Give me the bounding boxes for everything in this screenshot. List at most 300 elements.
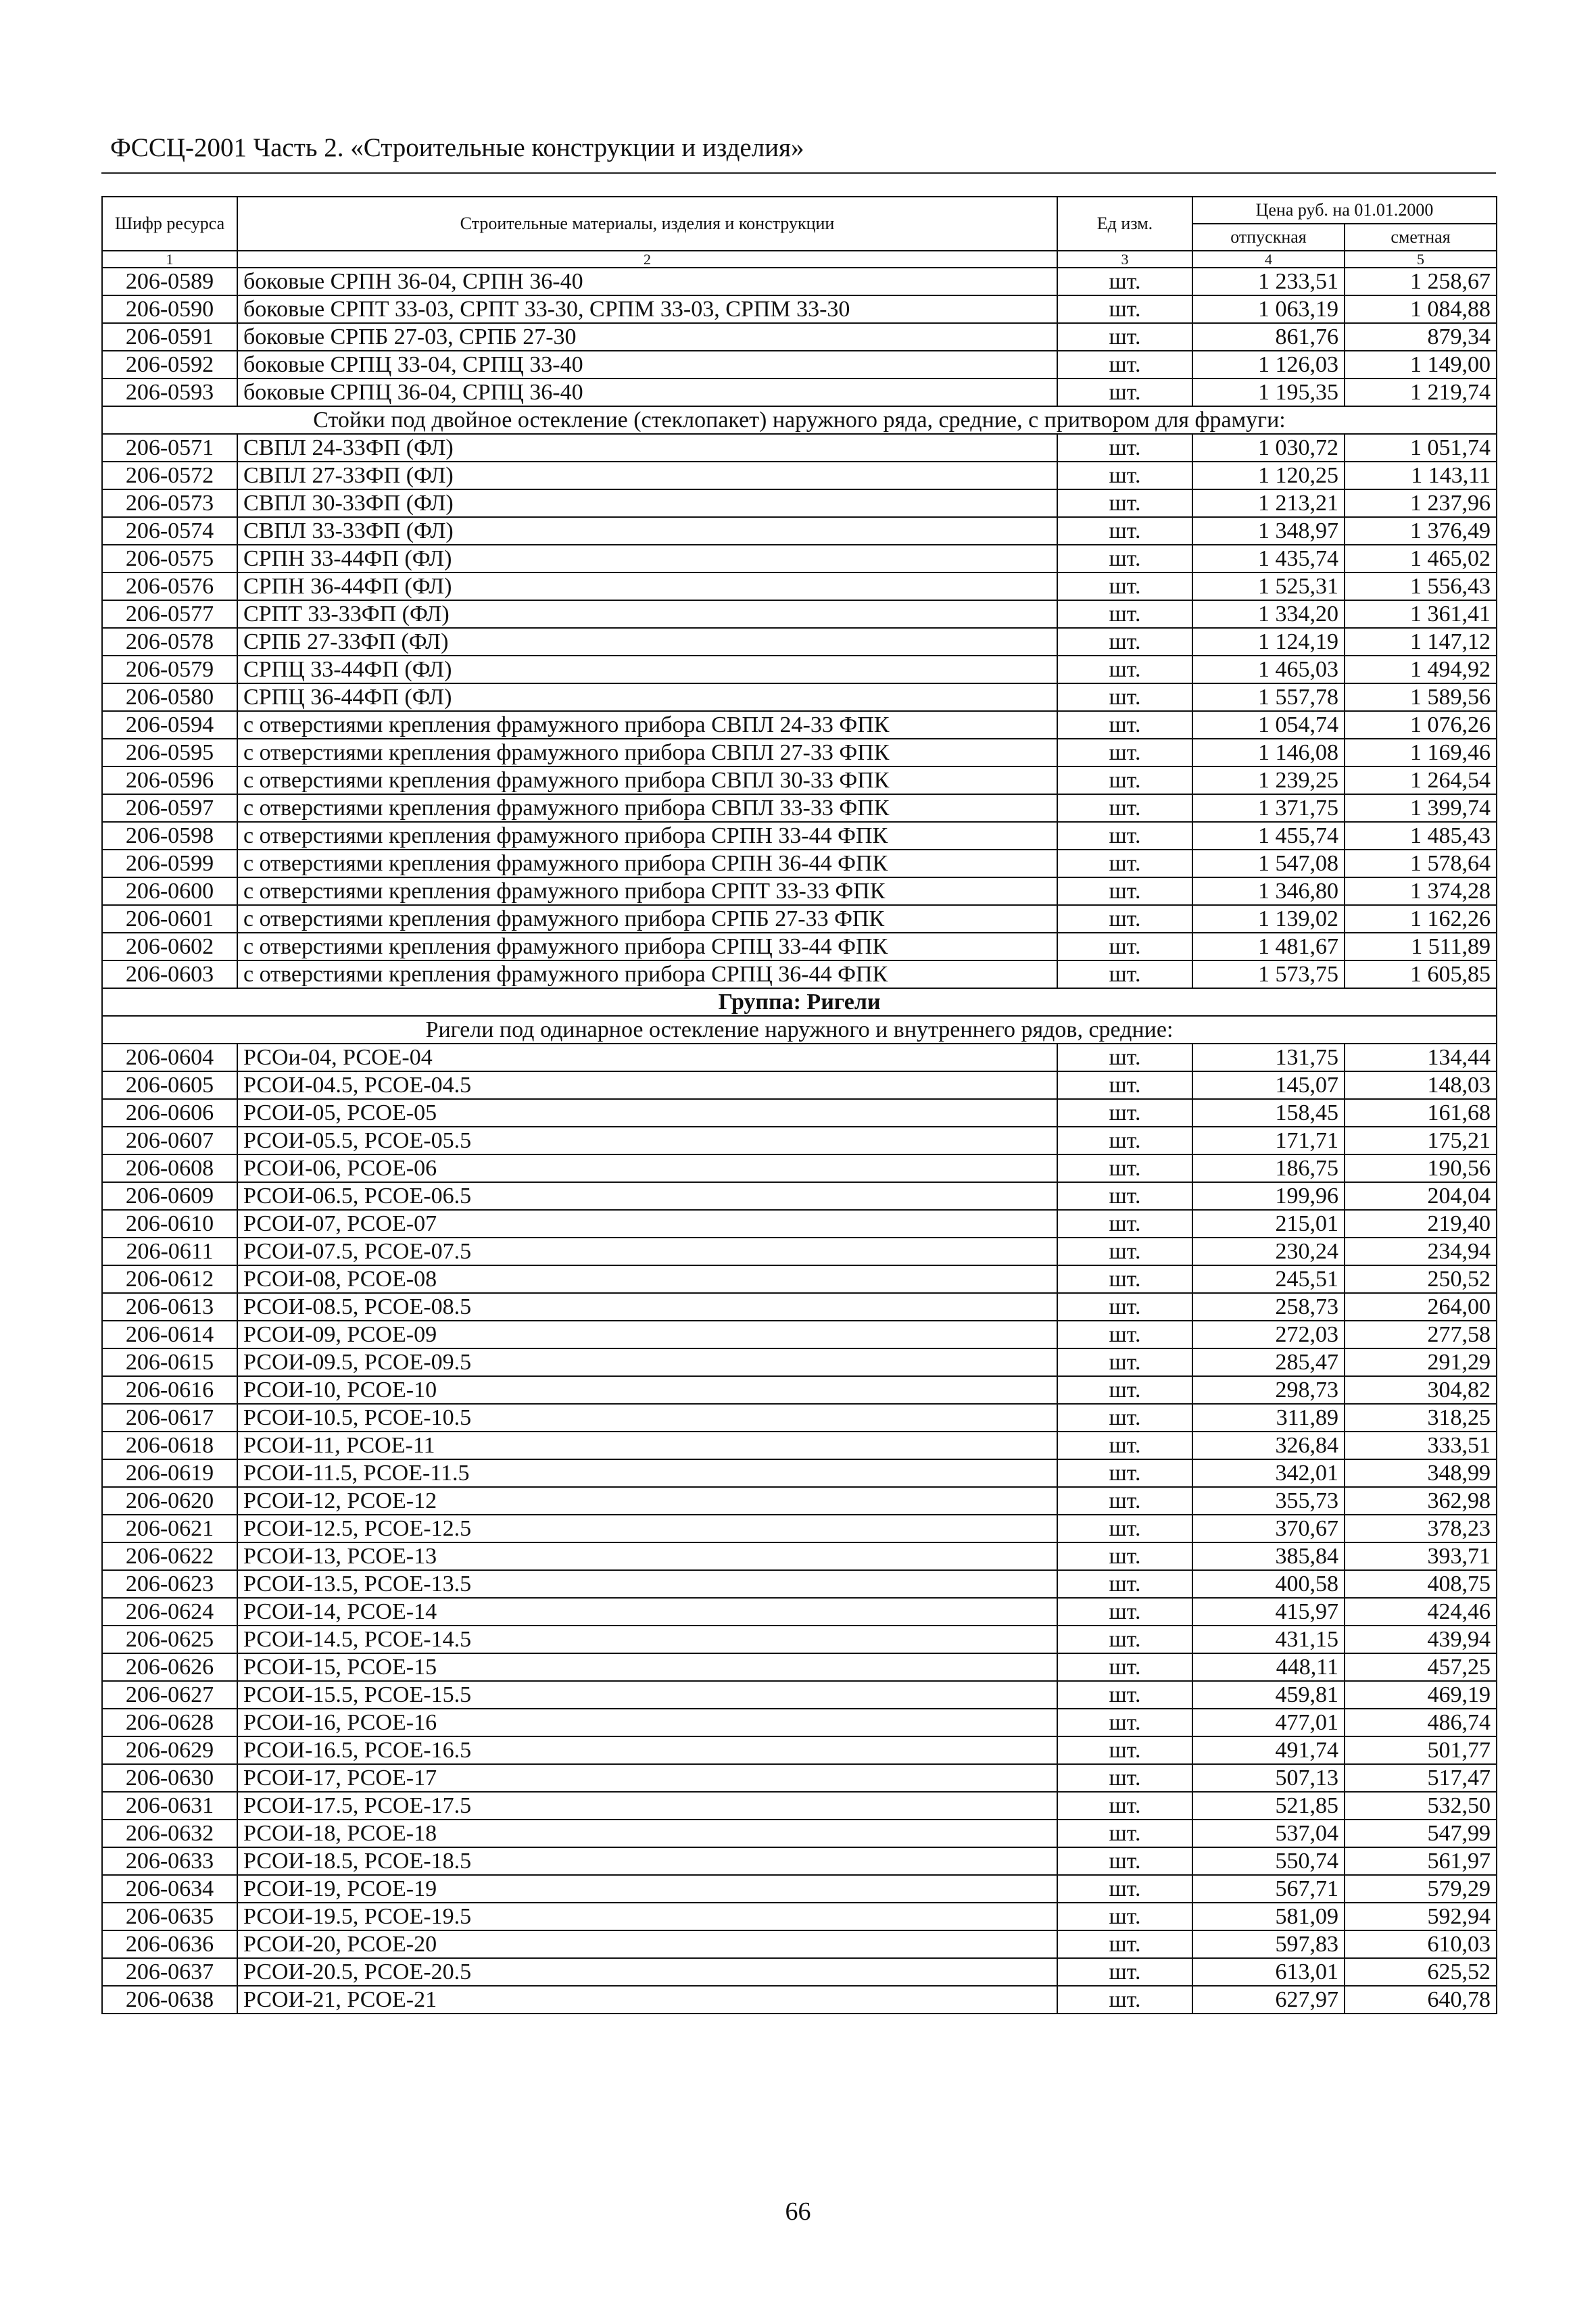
cell-unit: шт.: [1057, 1681, 1192, 1709]
cell-code: 206-0609: [102, 1182, 237, 1210]
cell-name: РСОИ-17, РСОЕ-17: [237, 1764, 1057, 1792]
column-header-wholesale: отпускная: [1192, 224, 1345, 251]
cell-name: РСОИ-06, РСОЕ-06: [237, 1154, 1057, 1182]
cell-price-wholesale: 1 030,72: [1192, 434, 1345, 462]
cell-name: с отверстиями крепления фрамужного прибора СРПБ 27-33 ФПК: [237, 905, 1057, 933]
cell-unit: шт.: [1057, 1099, 1192, 1127]
cell-unit: шт.: [1057, 850, 1192, 877]
cell-price-estimate: 1 084,88: [1345, 295, 1497, 323]
cell-price-wholesale: 1 213,21: [1192, 489, 1345, 517]
cell-name: РСОИ-20.5, РСОЕ-20.5: [237, 1958, 1057, 1986]
cell-price-estimate: 517,47: [1345, 1764, 1497, 1792]
cell-code: 206-0591: [102, 323, 237, 351]
cell-code: 206-0606: [102, 1099, 237, 1127]
cell-code: 206-0612: [102, 1265, 237, 1293]
cell-unit: шт.: [1057, 905, 1192, 933]
cell-code: 206-0637: [102, 1958, 237, 1986]
cell-unit: шт.: [1057, 1653, 1192, 1681]
cell-price-estimate: 1 511,89: [1345, 933, 1497, 960]
cell-unit: шт.: [1057, 1736, 1192, 1764]
cell-price-wholesale: 415,97: [1192, 1598, 1345, 1626]
cell-code: 206-0597: [102, 794, 237, 822]
cell-price-wholesale: 186,75: [1192, 1154, 1345, 1182]
cell-price-estimate: 333,51: [1345, 1432, 1497, 1459]
cell-name: РСОИ-14, РСОЕ-14: [237, 1598, 1057, 1626]
cell-price-estimate: 1 258,67: [1345, 268, 1497, 295]
cell-name: РСОИ-12, РСОЕ-12: [237, 1487, 1057, 1515]
cell-name: РСОИ-11, РСОЕ-11: [237, 1432, 1057, 1459]
table-row: [102, 434, 1497, 462]
cell-code: 206-0577: [102, 600, 237, 628]
cell-name: РСОИ-19.5, РСОЕ-19.5: [237, 1903, 1057, 1930]
table-row: [102, 1487, 1497, 1515]
cell-unit: шт.: [1057, 1432, 1192, 1459]
cell-code: 206-0632: [102, 1820, 237, 1847]
cell-unit: шт.: [1057, 268, 1192, 295]
table-row: [102, 1265, 1497, 1293]
cell-code: 206-0613: [102, 1293, 237, 1321]
cell-name: РСОИ-16.5, РСОЕ-16.5: [237, 1736, 1057, 1764]
cell-price-wholesale: 491,74: [1192, 1736, 1345, 1764]
cell-name: СВПЛ 24-33ФП (ФЛ): [237, 434, 1057, 462]
table-row: [102, 1681, 1497, 1709]
table-row: [102, 1598, 1497, 1626]
table-row: [102, 1958, 1497, 1986]
cell-price-estimate: 1 589,56: [1345, 683, 1497, 711]
table-row: [102, 517, 1497, 545]
cell-unit: шт.: [1057, 1127, 1192, 1154]
cell-unit: шт.: [1057, 379, 1192, 406]
cell-name: СРПЦ 36-44ФП (ФЛ): [237, 683, 1057, 711]
cell-name: боковые СРПТ 33-03, СРПТ 33-30, СРПМ 33-03, СРПМ 33-30: [237, 295, 1057, 323]
cell-price-estimate: 625,52: [1345, 1958, 1497, 1986]
cell-name: РСОИ-04.5, РСОЕ-04.5: [237, 1071, 1057, 1099]
cell-unit: шт.: [1057, 1238, 1192, 1265]
table-row: [102, 268, 1497, 295]
cell-name: СРПН 33-44ФП (ФЛ): [237, 545, 1057, 572]
cell-code: 206-0595: [102, 739, 237, 766]
column-header-estimate: сметная: [1345, 224, 1497, 251]
cell-price-estimate: 486,74: [1345, 1709, 1497, 1736]
cell-code: 206-0580: [102, 683, 237, 711]
cell-name: РСОИ-08.5, РСОЕ-08.5: [237, 1293, 1057, 1321]
cell-code: 206-0631: [102, 1792, 237, 1820]
cell-unit: шт.: [1057, 933, 1192, 960]
cell-price-estimate: 277,58: [1345, 1321, 1497, 1348]
cell-price-wholesale: 1 334,20: [1192, 600, 1345, 628]
subsection-heading: Ригели под одинарное остекление наружного и внутреннего рядов, средние:: [102, 1016, 1497, 1044]
cell-price-wholesale: 230,24: [1192, 1238, 1345, 1265]
cell-code: 206-0593: [102, 379, 237, 406]
table-row: [102, 850, 1497, 877]
table-row: [102, 1293, 1497, 1321]
cell-price-wholesale: 1 371,75: [1192, 794, 1345, 822]
cell-code: 206-0575: [102, 545, 237, 572]
cell-price-estimate: 1 169,46: [1345, 739, 1497, 766]
cell-name: РСОИ-08, РСОЕ-08: [237, 1265, 1057, 1293]
cell-price-wholesale: 258,73: [1192, 1293, 1345, 1321]
cell-unit: шт.: [1057, 683, 1192, 711]
cell-code: 206-0619: [102, 1459, 237, 1487]
cell-price-wholesale: 521,85: [1192, 1792, 1345, 1820]
table-row: [102, 462, 1497, 489]
cell-name: с отверстиями крепления фрамужного прибора СРПЦ 33-44 ФПК: [237, 933, 1057, 960]
cell-price-wholesale: 311,89: [1192, 1404, 1345, 1432]
cell-code: 206-0608: [102, 1154, 237, 1182]
cell-unit: шт.: [1057, 1515, 1192, 1542]
cell-price-estimate: 561,97: [1345, 1847, 1497, 1875]
cell-code: 206-0629: [102, 1736, 237, 1764]
cell-unit: шт.: [1057, 1820, 1192, 1847]
cell-price-wholesale: 1 054,74: [1192, 711, 1345, 739]
cell-name: СРПЦ 33-44ФП (ФЛ): [237, 656, 1057, 683]
cell-price-estimate: 378,23: [1345, 1515, 1497, 1542]
cell-unit: шт.: [1057, 656, 1192, 683]
cell-code: 206-0605: [102, 1071, 237, 1099]
cell-code: 206-0628: [102, 1709, 237, 1736]
cell-unit: шт.: [1057, 1542, 1192, 1570]
cell-name: РСОИ-16, РСОЕ-16: [237, 1709, 1057, 1736]
cell-code: 206-0579: [102, 656, 237, 683]
table-row: [102, 379, 1497, 406]
table-row: [102, 1570, 1497, 1598]
table-row: [102, 572, 1497, 600]
table-row: [102, 1238, 1497, 1265]
cell-unit: шт.: [1057, 517, 1192, 545]
cell-code: 206-0573: [102, 489, 237, 517]
column-header-price: Цена руб. на 01.01.2000: [1192, 197, 1497, 224]
cell-price-estimate: 1 485,43: [1345, 822, 1497, 850]
cell-code: 206-0610: [102, 1210, 237, 1238]
cell-name: РСОИ-14.5, РСОЕ-14.5: [237, 1626, 1057, 1653]
cell-price-wholesale: 370,67: [1192, 1515, 1345, 1542]
subsection-heading-row: [102, 406, 1497, 434]
cell-name: с отверстиями крепления фрамужного прибора СВПЛ 24-33 ФПК: [237, 711, 1057, 739]
cell-name: боковые СРПЦ 33-04, СРПЦ 33-40: [237, 351, 1057, 379]
cell-price-estimate: 1 374,28: [1345, 877, 1497, 905]
table-row: [102, 656, 1497, 683]
cell-name: РСОИ-09.5, РСОЕ-09.5: [237, 1348, 1057, 1376]
cell-code: 206-0574: [102, 517, 237, 545]
cell-price-wholesale: 431,15: [1192, 1626, 1345, 1653]
cell-code: 206-0615: [102, 1348, 237, 1376]
cell-price-estimate: 250,52: [1345, 1265, 1497, 1293]
table-row: [102, 1432, 1497, 1459]
table-row: [102, 1154, 1497, 1182]
cell-unit: шт.: [1057, 295, 1192, 323]
cell-unit: шт.: [1057, 1210, 1192, 1238]
cell-unit: шт.: [1057, 1626, 1192, 1653]
cell-code: 206-0630: [102, 1764, 237, 1792]
table-row: [102, 1736, 1497, 1764]
cell-unit: шт.: [1057, 462, 1192, 489]
cell-price-wholesale: 158,45: [1192, 1099, 1345, 1127]
cell-name: боковые СРПБ 27-03, СРПБ 27-30: [237, 323, 1057, 351]
cell-price-wholesale: 477,01: [1192, 1709, 1345, 1736]
cell-name: боковые СРПЦ 36-04, СРПЦ 36-40: [237, 379, 1057, 406]
document-header: ФССЦ-2001 Часть 2. «Строительные конструкции и изделия»: [110, 133, 804, 162]
cell-unit: шт.: [1057, 1182, 1192, 1210]
cell-price-estimate: 190,56: [1345, 1154, 1497, 1182]
column-header-name: Строительные материалы, изделия и конструкции: [237, 197, 1057, 251]
cell-price-estimate: 1 051,74: [1345, 434, 1497, 462]
table-row: [102, 905, 1497, 933]
cell-price-estimate: 264,00: [1345, 1293, 1497, 1321]
table-row: [102, 1847, 1497, 1875]
cell-price-estimate: 148,03: [1345, 1071, 1497, 1099]
cell-name: РСОИ-19, РСОЕ-19: [237, 1875, 1057, 1903]
cell-price-estimate: 204,04: [1345, 1182, 1497, 1210]
cell-code: 206-0571: [102, 434, 237, 462]
cell-unit: шт.: [1057, 1071, 1192, 1099]
cell-code: 206-0601: [102, 905, 237, 933]
cell-unit: шт.: [1057, 1847, 1192, 1875]
cell-price-wholesale: 171,71: [1192, 1127, 1345, 1154]
cell-price-wholesale: 597,83: [1192, 1930, 1345, 1958]
table-row: [102, 1903, 1497, 1930]
cell-unit: шт.: [1057, 434, 1192, 462]
table-row: [102, 877, 1497, 905]
table-row: [102, 1792, 1497, 1820]
cell-price-wholesale: 1 063,19: [1192, 295, 1345, 323]
cell-unit: шт.: [1057, 1875, 1192, 1903]
cell-price-wholesale: 199,96: [1192, 1182, 1345, 1210]
table-row: [102, 1459, 1497, 1487]
cell-code: 206-0592: [102, 351, 237, 379]
cell-price-estimate: 219,40: [1345, 1210, 1497, 1238]
cell-unit: шт.: [1057, 1487, 1192, 1515]
cell-unit: шт.: [1057, 545, 1192, 572]
table-row: [102, 323, 1497, 351]
cell-price-estimate: 579,29: [1345, 1875, 1497, 1903]
cell-code: 206-0602: [102, 933, 237, 960]
cell-name: с отверстиями крепления фрамужного прибора СВПЛ 33-33 ФПК: [237, 794, 1057, 822]
cell-price-wholesale: 326,84: [1192, 1432, 1345, 1459]
cell-price-wholesale: 215,01: [1192, 1210, 1345, 1238]
cell-unit: шт.: [1057, 822, 1192, 850]
cell-code: 206-0621: [102, 1515, 237, 1542]
cell-name: РСОИ-12.5, РСОЕ-12.5: [237, 1515, 1057, 1542]
table-row: [102, 1764, 1497, 1792]
cell-code: 206-0598: [102, 822, 237, 850]
cell-name: РСОи-04, РСОЕ-04: [237, 1044, 1057, 1071]
cell-price-estimate: 234,94: [1345, 1238, 1497, 1265]
table-row: [102, 1875, 1497, 1903]
cell-unit: шт.: [1057, 572, 1192, 600]
table-row: [102, 960, 1497, 988]
cell-price-estimate: 1 219,74: [1345, 379, 1497, 406]
table-row: [102, 1376, 1497, 1404]
cell-price-wholesale: 1 435,74: [1192, 545, 1345, 572]
cell-unit: шт.: [1057, 1376, 1192, 1404]
cell-code: 206-0596: [102, 766, 237, 794]
cell-unit: шт.: [1057, 711, 1192, 739]
cell-price-wholesale: 131,75: [1192, 1044, 1345, 1071]
cell-price-wholesale: 298,73: [1192, 1376, 1345, 1404]
table-row: [102, 1626, 1497, 1653]
cell-price-estimate: 547,99: [1345, 1820, 1497, 1847]
cell-price-wholesale: 272,03: [1192, 1321, 1345, 1348]
cell-price-estimate: 393,71: [1345, 1542, 1497, 1570]
cell-name: РСОИ-15, РСОЕ-15: [237, 1653, 1057, 1681]
cell-code: 206-0627: [102, 1681, 237, 1709]
cell-price-wholesale: 861,76: [1192, 323, 1345, 351]
table-row: [102, 1515, 1497, 1542]
cell-price-wholesale: 613,01: [1192, 1958, 1345, 1986]
cell-price-estimate: 640,78: [1345, 1986, 1497, 2014]
cell-price-estimate: 501,77: [1345, 1736, 1497, 1764]
cell-price-estimate: 175,21: [1345, 1127, 1497, 1154]
table-row: [102, 351, 1497, 379]
cell-price-estimate: 424,46: [1345, 1598, 1497, 1626]
cell-price-estimate: 439,94: [1345, 1626, 1497, 1653]
cell-price-estimate: 879,34: [1345, 323, 1497, 351]
cell-price-estimate: 1 149,00: [1345, 351, 1497, 379]
table-row: [102, 489, 1497, 517]
cell-price-estimate: 1 361,41: [1345, 600, 1497, 628]
cell-unit: шт.: [1057, 1154, 1192, 1182]
cell-name: РСОИ-18.5, РСОЕ-18.5: [237, 1847, 1057, 1875]
cell-name: РСОИ-07.5, РСОЕ-07.5: [237, 1238, 1057, 1265]
cell-price-estimate: 1 237,96: [1345, 489, 1497, 517]
cell-unit: шт.: [1057, 600, 1192, 628]
cell-code: 206-0599: [102, 850, 237, 877]
cell-code: 206-0626: [102, 1653, 237, 1681]
cell-name: РСОИ-10, РСОЕ-10: [237, 1376, 1057, 1404]
cell-price-estimate: 532,50: [1345, 1792, 1497, 1820]
cell-name: с отверстиями крепления фрамужного прибора СВПЛ 27-33 ФПК: [237, 739, 1057, 766]
cell-price-wholesale: 1 239,25: [1192, 766, 1345, 794]
column-header-unit: Ед изм.: [1057, 197, 1192, 251]
table-row: [102, 1044, 1497, 1071]
cell-unit: шт.: [1057, 1293, 1192, 1321]
cell-price-estimate: 1 376,49: [1345, 517, 1497, 545]
table-row: [102, 1986, 1497, 2014]
column-number: 4: [1192, 251, 1345, 268]
cell-name: РСОИ-05.5, РСОЕ-05.5: [237, 1127, 1057, 1154]
cell-unit: шт.: [1057, 766, 1192, 794]
cell-price-estimate: 1 264,54: [1345, 766, 1497, 794]
cell-unit: шт.: [1057, 1958, 1192, 1986]
cell-price-wholesale: 1 573,75: [1192, 960, 1345, 988]
table-row: [102, 1348, 1497, 1376]
cell-price-wholesale: 145,07: [1192, 1071, 1345, 1099]
column-number-row: [102, 251, 1497, 268]
cell-unit: шт.: [1057, 877, 1192, 905]
column-number: 5: [1345, 251, 1497, 268]
cell-price-wholesale: 1 139,02: [1192, 905, 1345, 933]
table-row: [102, 1321, 1497, 1348]
table-row: [102, 1820, 1497, 1847]
cell-price-estimate: 1 399,74: [1345, 794, 1497, 822]
cell-code: 206-0634: [102, 1875, 237, 1903]
cell-name: РСОИ-15.5, РСОЕ-15.5: [237, 1681, 1057, 1709]
cell-price-estimate: 291,29: [1345, 1348, 1497, 1376]
table-row: [102, 628, 1497, 656]
cell-unit: шт.: [1057, 1930, 1192, 1958]
cell-price-wholesale: 1 120,25: [1192, 462, 1345, 489]
cell-code: 206-0578: [102, 628, 237, 656]
cell-code: 206-0636: [102, 1930, 237, 1958]
cell-price-wholesale: 400,58: [1192, 1570, 1345, 1598]
table-row: [102, 683, 1497, 711]
cell-code: 206-0624: [102, 1598, 237, 1626]
cell-price-wholesale: 1 233,51: [1192, 268, 1345, 295]
cell-price-estimate: 1 494,92: [1345, 656, 1497, 683]
cell-price-estimate: 1 578,64: [1345, 850, 1497, 877]
table-row: [102, 933, 1497, 960]
cell-price-estimate: 1 465,02: [1345, 545, 1497, 572]
cell-name: РСОИ-21, РСОЕ-21: [237, 1986, 1057, 2014]
cell-price-estimate: 457,25: [1345, 1653, 1497, 1681]
table-row: [102, 545, 1497, 572]
cell-unit: шт.: [1057, 1598, 1192, 1626]
cell-code: 206-0589: [102, 268, 237, 295]
cell-price-estimate: 161,68: [1345, 1099, 1497, 1127]
cell-unit: шт.: [1057, 1764, 1192, 1792]
cell-code: 206-0590: [102, 295, 237, 323]
cell-price-wholesale: 1 557,78: [1192, 683, 1345, 711]
table-row: [102, 1404, 1497, 1432]
cell-unit: шт.: [1057, 1459, 1192, 1487]
cell-code: 206-0576: [102, 572, 237, 600]
group-heading: Группа: Ригели: [102, 988, 1497, 1016]
cell-code: 206-0600: [102, 877, 237, 905]
cell-name: СВПЛ 33-33ФП (ФЛ): [237, 517, 1057, 545]
cell-price-estimate: 304,82: [1345, 1376, 1497, 1404]
table-body: [102, 197, 1497, 2014]
cell-price-wholesale: 537,04: [1192, 1820, 1345, 1847]
cell-price-estimate: 362,98: [1345, 1487, 1497, 1515]
cell-price-wholesale: 567,71: [1192, 1875, 1345, 1903]
cell-code: 206-0617: [102, 1404, 237, 1432]
cell-name: с отверстиями крепления фрамужного прибора СРПТ 33-33 ФПК: [237, 877, 1057, 905]
cell-unit: шт.: [1057, 1321, 1192, 1348]
cell-unit: шт.: [1057, 1265, 1192, 1293]
cell-unit: шт.: [1057, 1709, 1192, 1736]
cell-code: 206-0635: [102, 1903, 237, 1930]
cell-price-estimate: 469,19: [1345, 1681, 1497, 1709]
cell-name: с отверстиями крепления фрамужного прибора СРПН 36-44 ФПК: [237, 850, 1057, 877]
cell-price-wholesale: 1 525,31: [1192, 572, 1345, 600]
cell-code: 206-0625: [102, 1626, 237, 1653]
cell-unit: шт.: [1057, 1903, 1192, 1930]
cell-code: 206-0616: [102, 1376, 237, 1404]
table-row: [102, 739, 1497, 766]
table-row: [102, 1709, 1497, 1736]
cell-code: 206-0607: [102, 1127, 237, 1154]
cell-price-wholesale: 1 465,03: [1192, 656, 1345, 683]
cell-price-estimate: 318,25: [1345, 1404, 1497, 1432]
cell-price-wholesale: 1 348,97: [1192, 517, 1345, 545]
cell-price-wholesale: 342,01: [1192, 1459, 1345, 1487]
cell-name: РСОИ-11.5, РСОЕ-11.5: [237, 1459, 1057, 1487]
cell-price-estimate: 1 143,11: [1345, 462, 1497, 489]
cell-unit: шт.: [1057, 1348, 1192, 1376]
cell-unit: шт.: [1057, 794, 1192, 822]
cell-price-wholesale: 627,97: [1192, 1986, 1345, 2014]
cell-name: РСОИ-13, РСОЕ-13: [237, 1542, 1057, 1570]
cell-price-estimate: 348,99: [1345, 1459, 1497, 1487]
cell-unit: шт.: [1057, 1986, 1192, 2014]
cell-price-wholesale: 285,47: [1192, 1348, 1345, 1376]
table-row: [102, 1099, 1497, 1127]
cell-unit: шт.: [1057, 960, 1192, 988]
cell-price-estimate: 1 147,12: [1345, 628, 1497, 656]
cell-name: с отверстиями крепления фрамужного прибора СРПЦ 36-44 ФПК: [237, 960, 1057, 988]
cell-name: РСОИ-13.5, РСОЕ-13.5: [237, 1570, 1057, 1598]
cell-price-wholesale: 1 146,08: [1192, 739, 1345, 766]
